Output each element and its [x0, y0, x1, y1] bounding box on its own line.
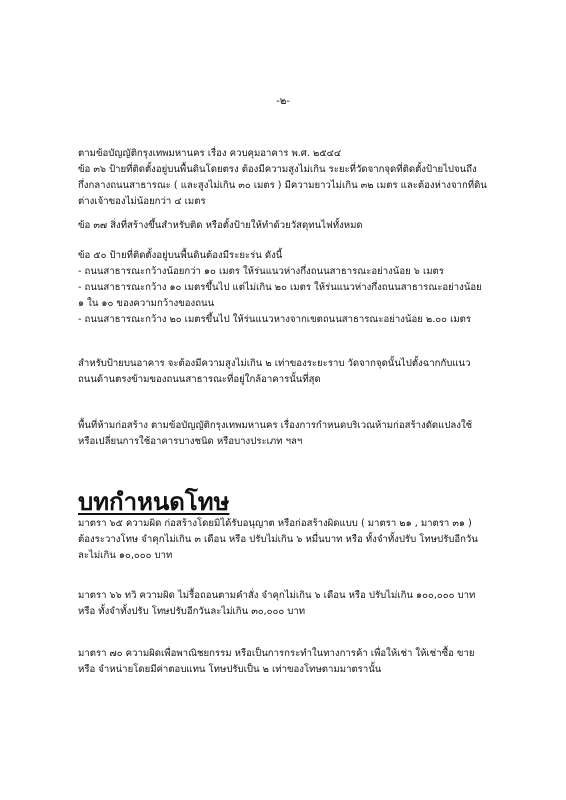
text-line: ข้อ ๕๐ ป้ายที่ติดตั้งอยู่บนพื้นดินต้องมีระยะร่น ดังนี้ — [78, 250, 283, 261]
section-70-paragraph — [78, 646, 518, 678]
text-line: ข้อ ๓๗ สิ่งที่สร้างขึ้นสำหรับติด หรือตั้งป้ายให้ทำด้วยวัสดุทนไฟทั้งหมด — [78, 220, 363, 231]
prohibited-area-paragraph — [78, 418, 518, 450]
text-line: ละไม่เกิน ๑๐,๐๐๐ บาท — [78, 550, 173, 561]
text-line: - ถนนสาธารณะกว้าง ๑๐ เมตรขึ้นไป แต่ไม่เกิน ๒๐ เมตร ให้ร่นแนวห่างกึ่งถนนสาธารณะอย่างน้อย — [78, 282, 482, 293]
penalty-heading: บทกำหนดโทษ — [78, 488, 230, 516]
text-line: หรือ ทั้งจำทั้งปรับ โทษปรับอีกวันละไม่เกิน ๓๐,๐๐๐ บาท — [78, 606, 306, 617]
text-line: มาตรา ๖๖ ทวิ ความผิด ไม่รื้อถอนตามคำสั่ง จำคุกไม่เกิน ๖ เดือน หรือ ปรับไม่เกิน ๑๐๐,๐๐๐ บาท — [78, 590, 476, 601]
text-line: - ถนนสาธารณะกว้าง ๒๐ เมตรขึ้นไป ให้ร่นแนวหางจากเขตถนนสาธารณะอย่างน้อย ๒.๐๐ เมตร — [78, 314, 472, 325]
text-line: ต้องระวางโทษ จำคุกไม่เกิน ๓ เดือน หรือ ปรับไม่เกิน ๖ หมื่นบาท หรือ ทั้งจำทั้งปรับ โทษปรับอีกวัน — [78, 534, 478, 545]
text-line: - ถนนสาธารณะกว้างน้อยกว่า ๑๐ เมตร ให้ร่นแนวห่างกึ่งถนนสาธารณะอย่างน้อย ๖ เมตร — [78, 266, 444, 277]
text-line: หรือเปลี่ยนการใช้อาคารบางชนิด หรือบางประเภท ฯลฯ — [78, 436, 303, 447]
text-line: ถนนด้านตรงข้ามของถนนสาธารณะที่อยู่ใกล้อาคารนั้นที่สุด — [78, 374, 321, 385]
text-line: มาตรา ๗๐ ความผิดเพื่อพาณิชยกรรม หรือเป็นการกระทำในทางการค้า เพื่อให้เช่า ให้เช่าซื้อ ขาย — [78, 648, 475, 659]
page-number: -๒- — [276, 96, 290, 107]
building-control-paragraph — [78, 146, 518, 210]
section-66-paragraph — [78, 588, 518, 620]
text-line: ๑ ใน ๑๐ ของความกว้างของถนน — [78, 298, 215, 309]
text-line: กึ่งกลางถนนสาธารณะ ( และสูงไม่เกิน ๓๐ เมตร ) มีความยาวไม่เกิน ๓๒ เมตร และต้องห่างจากที่ดิน — [78, 180, 487, 191]
text-line: พื้นที่ห้ามก่อสร้าง ตามข้อบัญญัติกรุงเทพมหานคร เรื่องการกำหนดบริเวณห้ามก่อสร้างดัดแปลงใช้ — [78, 420, 473, 431]
text-line: ข้อ ๓๖ ป้ายที่ติดตั้งอยู่บนพื้นดินโดยตรง ต้องมีความสูงไม่เกิน ระยะที่วัดจากจุดที่ติดตั้งป้ายไปจนถึง — [78, 164, 477, 175]
clause-37-paragraph — [78, 218, 518, 234]
section-65-paragraph — [78, 516, 518, 564]
rooftop-sign-paragraph — [78, 356, 518, 388]
text-line: ตามข้อบัญญัติกรุงเทพมหานคร เรื่อง ควบคุมอาคาร พ.ศ. ๒๕๔๔ — [78, 148, 342, 159]
text-line: หรือ จำหน่ายโดยมีค่าตอบแทน โทษปรับเป็น ๒ เท่าของโทษตามมาตรานั้น — [78, 664, 382, 675]
text-line: ต่างเจ้าของไม่น้อยกว่า ๔ เมตร — [78, 196, 206, 207]
text-line: มาตรา ๖๕ ความผิด ก่อสร้างโดยมิได้รับอนุญาต หรือก่อสร้างผิดแบบ ( มาตรา ๒๑ , มาตรา ๓๑ ) — [78, 518, 472, 529]
text-line: สำหรับป้ายบนอาคาร จะต้องมีความสูงไม่เกิน ๒ เท่าของระยะราบ วัดจากจุดนั้นไปตั้งฉากกับแนว — [78, 358, 471, 369]
clause-50-paragraph — [78, 248, 518, 328]
